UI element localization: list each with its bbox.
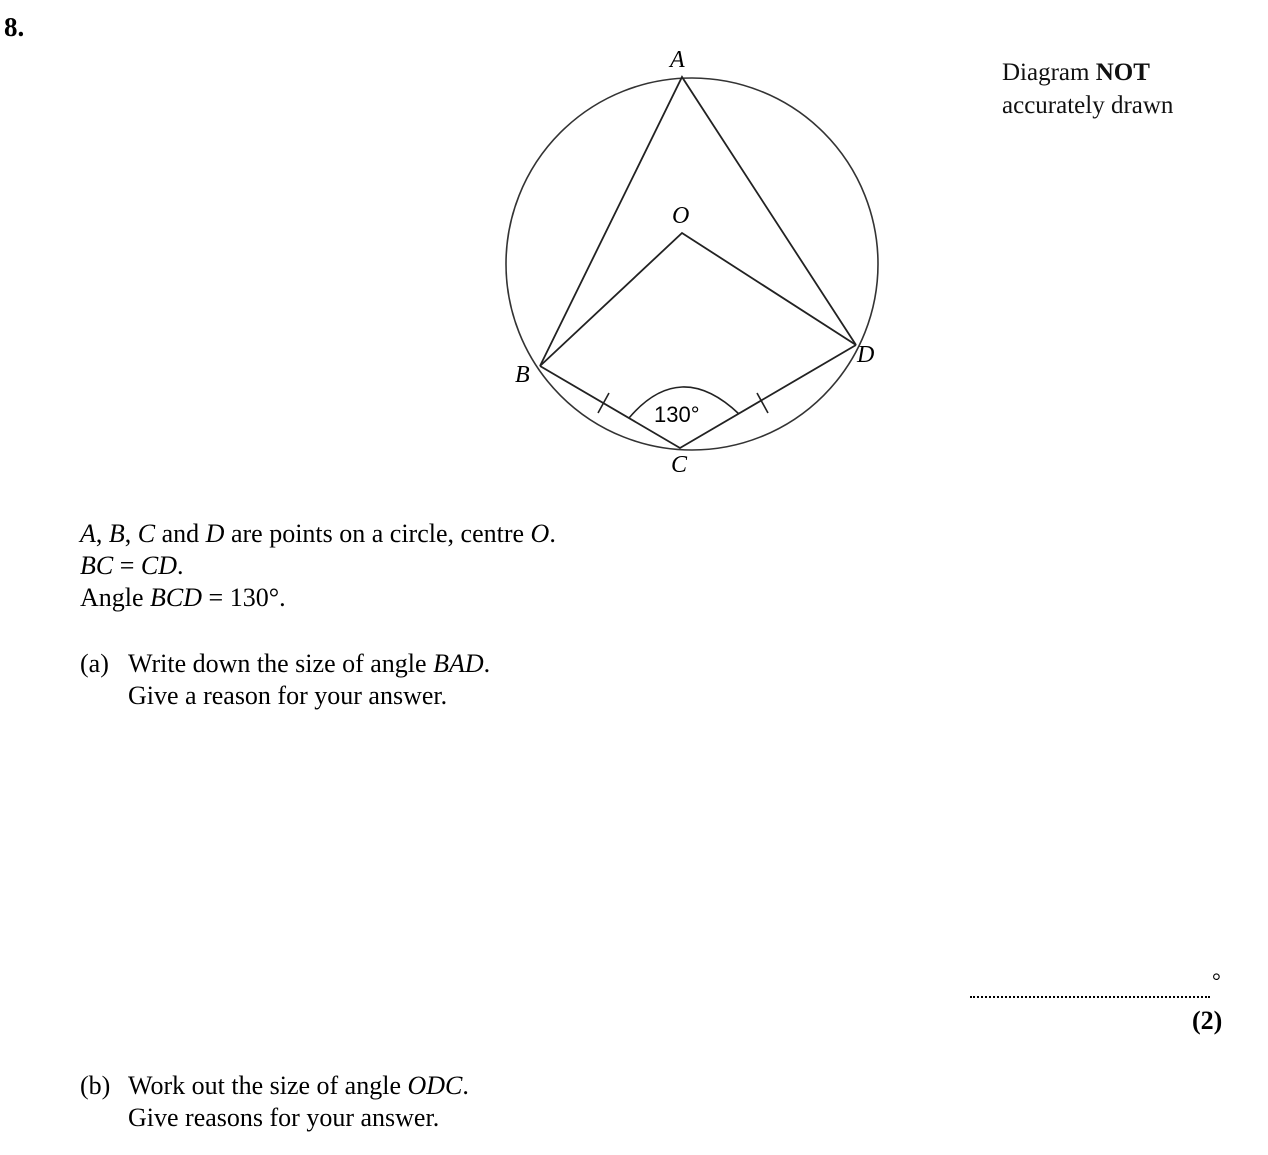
part-b: (b) Work out the size of angle ODC. Give reasons for your answer. <box>80 1071 469 1132</box>
diagram-note: Diagram NOT accurately drawn <box>1002 59 1174 119</box>
answer-line-a[interactable] <box>970 982 1210 998</box>
marks-a: (2) <box>1192 1006 1223 1035</box>
answer-unit-a: ° <box>1212 968 1221 993</box>
label-b: B <box>515 362 530 388</box>
given-line-3: Angle BCD = 130°. <box>80 583 286 612</box>
part-b-label: (b) <box>80 1071 111 1100</box>
label-c: C <box>671 452 688 478</box>
label-d: D <box>857 342 875 368</box>
given-line-2: BC = CD. <box>80 551 184 580</box>
given-information <box>80 518 556 614</box>
part-a-label: (a) <box>80 649 109 678</box>
question-number: 8. <box>4 12 25 42</box>
given-line-1: A, B, C and D are points on a circle, centre O. <box>80 519 556 548</box>
circle <box>506 78 878 450</box>
part-a: (a) Write down the size of angle BAD. Give a reason for your answer. <box>80 649 491 710</box>
tick-bc <box>598 393 609 413</box>
label-o: O <box>672 203 690 229</box>
chord-b-c-d <box>540 345 856 448</box>
radius-b-o-d <box>540 233 856 366</box>
angle-label: 130° <box>654 402 700 427</box>
label-a: A <box>670 47 685 73</box>
